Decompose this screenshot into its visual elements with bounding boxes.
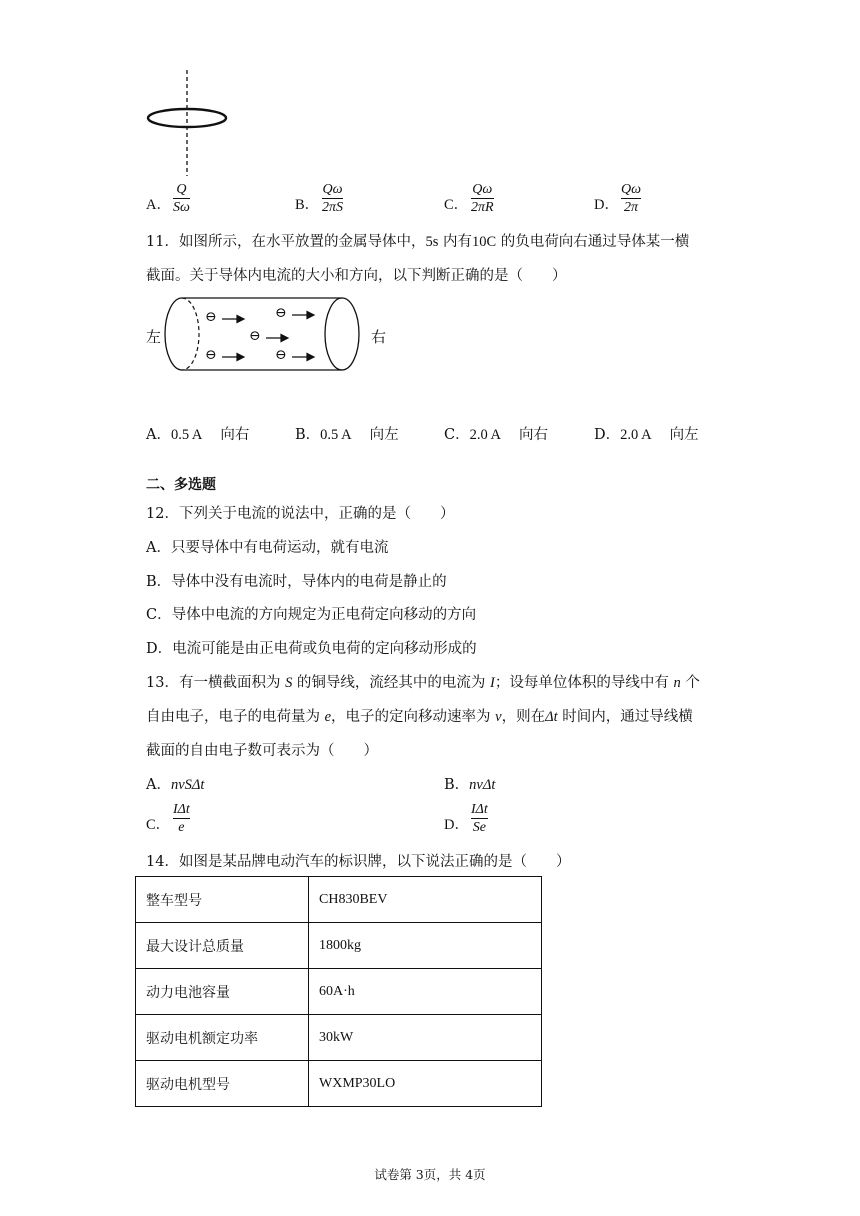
q13-stem-line1 [146, 671, 700, 692]
ev-nameplate-table [135, 876, 542, 1107]
q10-option-a-fraction [173, 181, 190, 216]
row-label: 最大设计总质量 [136, 923, 309, 969]
section-title: 二、多选题 [146, 477, 216, 493]
row-value: 60A·h [309, 969, 542, 1015]
q13-text: 个 [680, 675, 700, 691]
denominator: Se [472, 820, 486, 835]
q13-option-b [444, 773, 495, 794]
left-label: 左 [146, 328, 162, 346]
option-letter: C． [444, 427, 470, 443]
option-letter: B． [444, 777, 470, 793]
numerator: IΔt [173, 802, 190, 817]
q12-option-c: C．导体中电流的方向规定为正电荷定向移动的方向 [146, 607, 477, 623]
q13-stem-line2 [146, 705, 693, 726]
denominator: Sω [173, 200, 190, 215]
denominator: e [178, 820, 185, 835]
q13-text: 的铜导线，流经其中的电流为 [292, 675, 491, 691]
denominator: 2πR [471, 200, 494, 215]
table-row [136, 923, 542, 969]
q13-option-d-fraction [471, 801, 488, 836]
row-value: WXMP30LO [309, 1061, 542, 1107]
q10-option-c-letter: C． [444, 197, 469, 213]
option-direction: 向右 [220, 427, 250, 443]
option-direction: 向右 [519, 427, 549, 443]
row-value: 30kW [309, 1015, 542, 1061]
row-label: 驱动电机型号 [136, 1061, 309, 1107]
option-direction: 向左 [369, 427, 399, 443]
denominator: 2π [623, 200, 638, 215]
table-row [136, 877, 542, 923]
q11-text: 内有 [438, 234, 472, 250]
row-value: CH830BEV [309, 877, 542, 923]
ring-axis-figure [140, 68, 240, 178]
q10-option-a-letter: A． [146, 197, 171, 213]
cylinder-left-end-back [182, 298, 199, 370]
numerator: Qω [621, 182, 641, 197]
q13-option-c-letter: C． [146, 817, 171, 833]
q13-text: ；设每单位体积的导线中有 [494, 675, 674, 691]
option-value: 0.5 A [320, 427, 352, 443]
q13-text: 13．有一横截面积为 [146, 675, 286, 691]
q10-option-c-fraction [471, 181, 494, 216]
var-delta-t: Δt [545, 709, 558, 725]
option-value: 2.0 A [469, 427, 502, 443]
q11-option-c [444, 423, 548, 444]
cylinder-right-end [325, 298, 359, 370]
q12-option-d: D．电流可能是由正电荷或负电荷的定向移动形成的 [146, 641, 477, 657]
numerator: Q [176, 182, 187, 197]
electron-icon: ⊖ [275, 347, 287, 363]
q11-text: 11．如图所示，在水平放置的金属导体中， [146, 234, 426, 250]
q10-option-d-fraction [621, 181, 641, 216]
row-value: 1800kg [309, 923, 542, 969]
page-footer: 试卷第 3页，共 4页 [374, 1167, 486, 1182]
q11-text: 的负电荷向右通过导体某一横 [496, 234, 690, 250]
electron-arrows [222, 312, 314, 361]
row-label: 驱动电机额定功率 [136, 1015, 309, 1061]
q12-stem: 12．下列关于电流的说法中，正确的是（ ） [146, 506, 455, 522]
q13-option-d-letter: D． [444, 817, 469, 833]
cylinder-left-end-front [165, 298, 182, 370]
option-expression: nvΔt [469, 777, 496, 793]
option-direction: 向左 [669, 427, 699, 443]
q10-option-d-letter: D． [594, 197, 619, 213]
electron-icon: ⊖ [205, 309, 217, 325]
q11-stem-line1 [146, 230, 689, 251]
row-label: 整车型号 [136, 877, 309, 923]
conductor-cylinder-figure [160, 290, 370, 380]
option-letter: A． [146, 427, 171, 443]
q13-text: ，则在 [501, 709, 546, 725]
option-value: 0.5 A [170, 427, 203, 443]
q13-stem-line3: 截面的自由电子数可表示为（ ） [146, 743, 378, 759]
q11-charge: 10C [471, 234, 497, 250]
numerator: IΔt [471, 802, 488, 817]
q11-option-a [146, 423, 249, 444]
q13-text: 时间内，通过导线横 [557, 709, 693, 725]
q11-option-b [295, 423, 399, 444]
option-value: 2.0 A [620, 427, 652, 443]
table-row [136, 1015, 542, 1061]
q13-option-c-fraction [173, 801, 190, 836]
electron-icon: ⊖ [275, 305, 287, 321]
right-label: 右 [371, 328, 387, 346]
q12-option-b: B．导体中没有电流时，导体内的电荷是静止的 [146, 574, 447, 590]
option-letter: D． [594, 427, 621, 443]
q13-text: ，电子的定向移动速率为 [331, 709, 496, 725]
q13-text: 自由电子，电子的电荷量为 [146, 709, 325, 725]
row-label: 动力电池容量 [136, 969, 309, 1015]
q14-stem: 14．如图是某品牌电动汽车的标识牌，以下说法正确的是（ ） [146, 854, 571, 870]
var-S: S [285, 675, 293, 691]
table-row [136, 969, 542, 1015]
denominator: 2πS [322, 200, 344, 215]
electron-icon: ⊖ [205, 347, 217, 363]
var-I: I [490, 675, 495, 691]
q10-option-b-fraction [322, 181, 343, 216]
q11-time: 5s [425, 234, 439, 250]
ring [148, 109, 226, 127]
electron-icon: ⊖ [249, 328, 261, 344]
option-letter: B． [295, 427, 321, 443]
q13-option-a [146, 773, 204, 794]
q11-stem-line2: 截面。关于导体内电流的大小和方向，以下判断正确的是（ ） [146, 268, 567, 284]
numerator: Qω [322, 182, 343, 197]
option-expression: nvSΔt [170, 777, 205, 793]
numerator: Qω [472, 182, 493, 197]
option-letter: A． [146, 777, 171, 793]
q11-option-d [594, 423, 699, 444]
var-v: v [495, 709, 502, 725]
q10-option-b-letter: B． [295, 197, 320, 213]
var-e: e [324, 709, 332, 725]
table-row [136, 1061, 542, 1107]
var-n: n [673, 675, 681, 691]
q12-option-a: A．只要导体中有电荷运动，就有电流 [146, 540, 389, 556]
